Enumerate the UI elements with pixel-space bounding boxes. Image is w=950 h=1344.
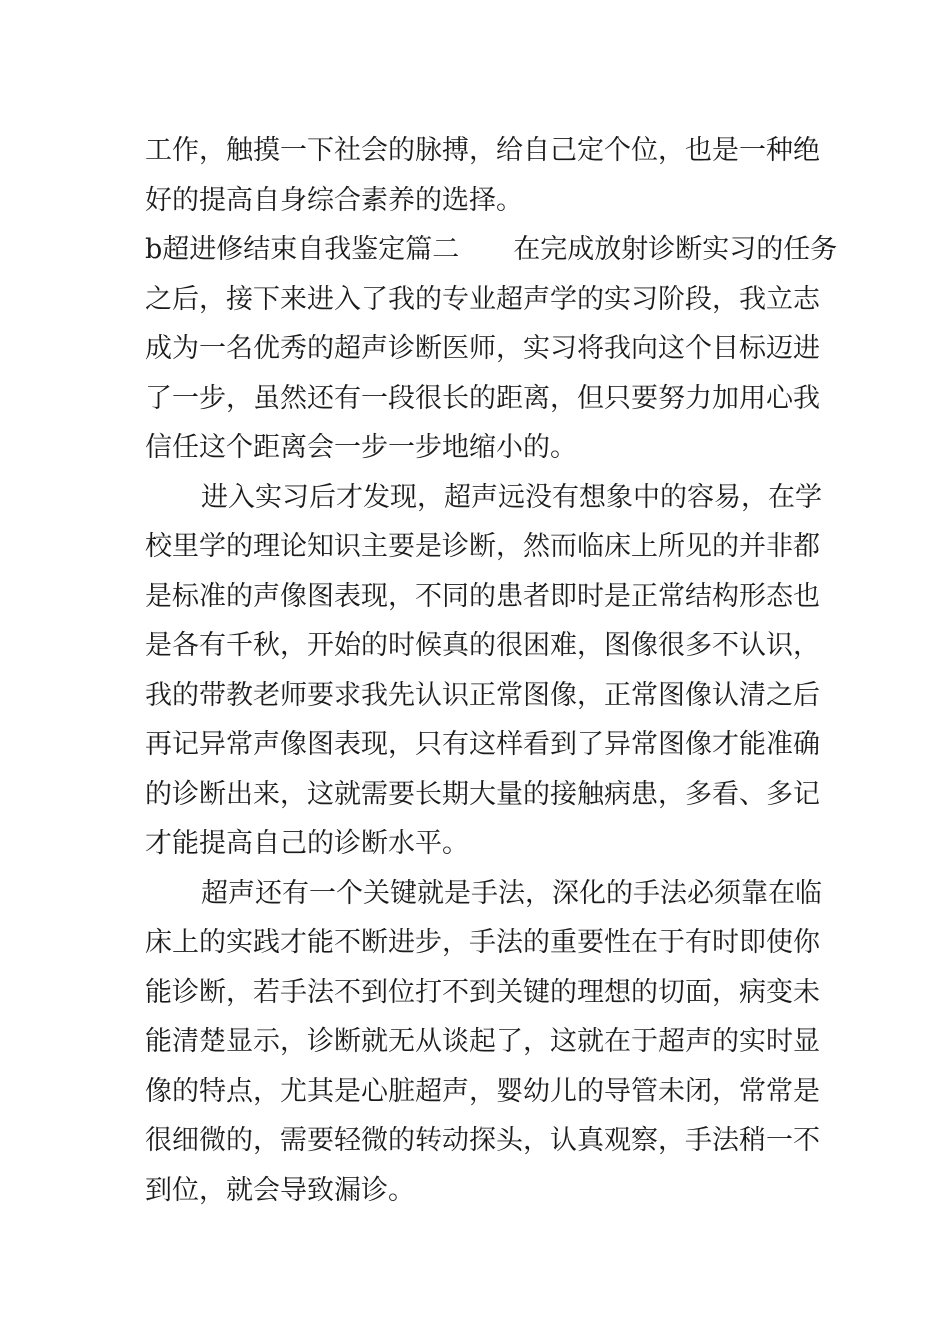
- section-heading: b超进修结束自我鉴定篇二: [145, 234, 460, 265]
- text-line: 的诊断出来，这就需要长期大量的接触病患，多看、多记: [145, 778, 820, 810]
- text-line: 才能提高自己的诊断水平。: [145, 828, 469, 859]
- text-line: 我的带教老师要求我先认识正常图像，正常图像认清之后: [145, 679, 820, 711]
- paragraph-first-line: 超声还有一个关键就是手法，深化的手法必须靠在临: [201, 877, 822, 909]
- text-line: 好的提高自身综合素养的选择。: [145, 184, 523, 216]
- text-line: 了一步，虽然还有一段很长的距离，但只要努力加用心我: [145, 382, 820, 414]
- text-line: 床上的实践才能不断进步，手法的重要性在于有时即使你: [145, 927, 820, 958]
- text-line: 校里学的理论知识主要是诊断，然而临床上所见的并非都: [145, 531, 820, 562]
- text-line: 是各有千秋，开始的时候真的很困难，图像很多不认识，: [145, 630, 820, 661]
- text-line: 之后，接下来进入了我的专业超声学的实习阶段，我立志: [145, 283, 820, 315]
- section-heading-line: [145, 225, 838, 275]
- text-line: 到位，就会导致漏诊。: [145, 1174, 415, 1206]
- text-line: 成为一名优秀的超声诊断医师，实习将我向这个目标迈进: [145, 333, 820, 364]
- text-line: 信任这个距离会一步一步地缩小的。: [145, 432, 577, 463]
- text-line: 很细微的，需要轻微的转动探头，认真观察，手法稍一不: [145, 1125, 820, 1156]
- text-line: 能清楚显示，诊断就无从谈起了，这就在于超声的实时显: [145, 1026, 820, 1057]
- text-line: 像的特点，尤其是心脏超声，婴幼儿的导管未闭，常常是: [145, 1075, 820, 1107]
- document-body: [145, 126, 838, 1215]
- text-line: 能诊断，若手法不到位打不到关键的理想的切面，病变未: [145, 976, 820, 1008]
- text-line: 工作，触摸一下社会的脉搏，给自己定个位，也是一种绝: [145, 135, 820, 166]
- text-line: 是标准的声像图表现，不同的患者即时是正常结构形态也: [145, 580, 820, 612]
- text-line: 在完成放射诊断实习的任务: [513, 234, 838, 265]
- paragraph-first-line: 进入实习后才发现，超声远没有想象中的容易，在学: [201, 481, 822, 513]
- text-line: 再记异常声像图表现，只有这样看到了异常图像才能准确: [145, 729, 820, 760]
